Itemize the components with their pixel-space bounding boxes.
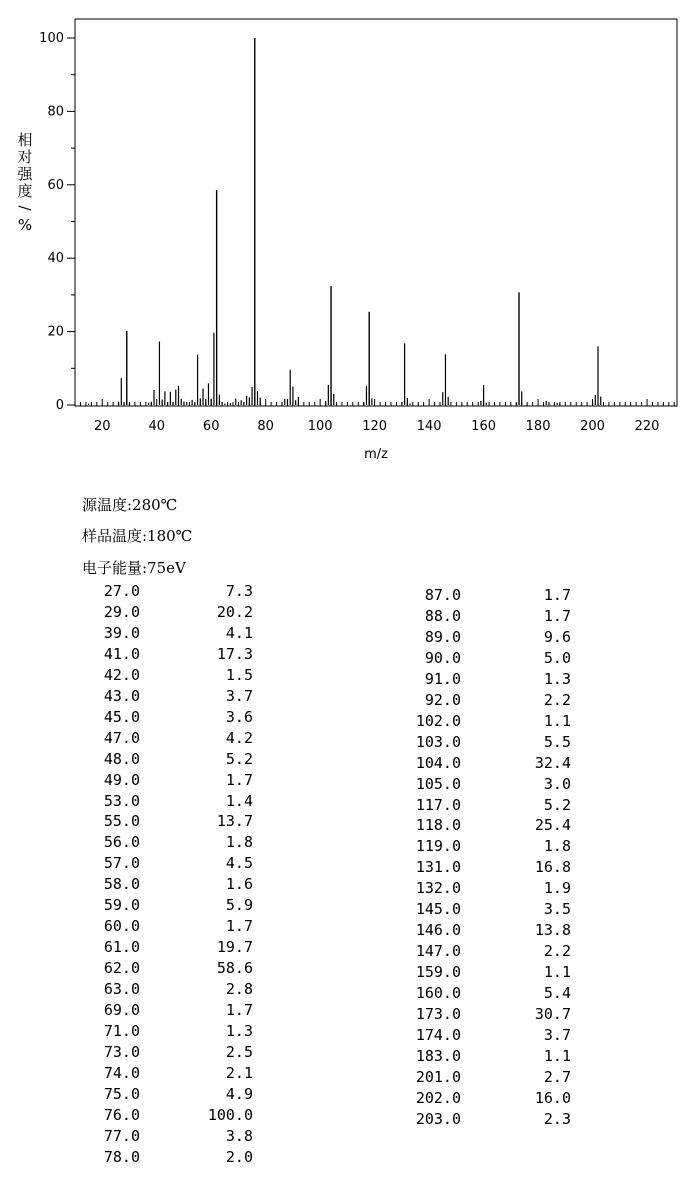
- mz-value: 59.0: [103, 896, 140, 915]
- relative-abundance: 3.6: [225, 707, 253, 726]
- x-tick-label: 220: [634, 419, 660, 434]
- x-tick-label: 100: [307, 419, 333, 434]
- peak-table-row: [0, 796, 600, 817]
- peak-table-row: [0, 586, 600, 607]
- peak-table-row: [0, 921, 600, 942]
- mz-value: 104.0: [415, 753, 461, 772]
- x-tick-label: 20: [93, 419, 111, 434]
- mz-value: 41.0: [103, 644, 140, 663]
- mz-value: 63.0: [103, 980, 140, 999]
- peak-table-row: [0, 1047, 600, 1068]
- relative-abundance: 4.1: [225, 623, 253, 642]
- x-tick-label: 60: [202, 419, 220, 434]
- peak-table-row: [0, 754, 600, 775]
- relative-abundance: 5.5: [543, 732, 571, 751]
- peak-table-row: [0, 1005, 600, 1026]
- mz-value: 57.0: [103, 854, 140, 873]
- y-tick-label: 100: [39, 31, 64, 46]
- peak-table-row: [0, 649, 600, 670]
- peak-table-row: [0, 984, 600, 1005]
- mz-value: 173.0: [415, 1005, 461, 1024]
- x-tick-label: 40: [148, 419, 165, 434]
- mz-value: 75.0: [103, 1084, 140, 1103]
- peak-bars: [89, 38, 604, 405]
- y-tick-label: 80: [47, 104, 64, 120]
- relative-abundance: 2.8: [225, 980, 253, 999]
- mz-value: 56.0: [103, 833, 140, 852]
- relative-abundance: 7.3: [225, 582, 253, 600]
- relative-abundance: 1.1: [543, 711, 571, 730]
- relative-abundance: 1.7: [225, 1001, 253, 1020]
- source-temperature: 源温度:280℃: [82, 496, 178, 514]
- mz-value: 89.0: [424, 627, 461, 646]
- y-axis-label-char: 度: [17, 182, 33, 200]
- mz-value: 48.0: [103, 749, 140, 768]
- mz-value: 73.0: [103, 1042, 140, 1061]
- relative-abundance: 5.9: [225, 896, 253, 915]
- peak-table-row: [0, 1110, 600, 1131]
- peak-table-row: [0, 1026, 600, 1047]
- mz-value: 88.0: [424, 606, 461, 625]
- relative-abundance: 1.9: [543, 879, 571, 898]
- mz-value: 201.0: [415, 1067, 461, 1086]
- relative-abundance: 16.0: [534, 1088, 571, 1107]
- mz-value: 183.0: [415, 1046, 461, 1065]
- relative-abundance: 32.4: [534, 753, 571, 772]
- peak-table-right: [0, 586, 600, 1131]
- relative-abundance: 1.7: [225, 917, 253, 936]
- mz-value: 45.0: [103, 707, 140, 726]
- relative-abundance: 58.6: [216, 959, 253, 978]
- mz-value: 146.0: [415, 921, 461, 940]
- mz-value: 53.0: [103, 791, 140, 810]
- x-tick-label: 140: [416, 419, 442, 434]
- mass-spectrum-chart: [0, 0, 687, 470]
- peak-table-row: [0, 607, 600, 628]
- peak-table-row: [0, 1089, 600, 1110]
- mz-value: 27.0: [103, 582, 140, 600]
- peak-table-row: [0, 691, 600, 712]
- relative-abundance: 1.3: [543, 669, 571, 688]
- y-tick-label: 0: [55, 398, 64, 413]
- mz-value: 62.0: [103, 959, 140, 978]
- peak-table-row: [0, 670, 600, 691]
- y-axis-label-char: %: [17, 216, 33, 234]
- mz-value: 92.0: [424, 690, 461, 709]
- mz-value: 119.0: [415, 837, 461, 856]
- x-tick-label: 80: [257, 419, 274, 434]
- y-axis-label-char: /: [16, 205, 34, 211]
- x-tick-label: 200: [580, 419, 605, 434]
- relative-abundance: 1.7: [543, 606, 571, 625]
- peak-table-row: [0, 858, 600, 879]
- mz-value: 69.0: [103, 1001, 140, 1020]
- mz-value: 74.0: [103, 1063, 140, 1082]
- relative-abundance: 5.2: [543, 795, 571, 814]
- relative-abundance: 1.7: [543, 586, 571, 604]
- y-tick-label: 60: [47, 177, 64, 193]
- relative-abundance: 1.1: [543, 1046, 571, 1065]
- mz-value: 47.0: [103, 728, 140, 747]
- mz-value: 61.0: [103, 938, 140, 957]
- mz-value: 160.0: [415, 984, 461, 1003]
- relative-abundance: 19.7: [216, 938, 253, 957]
- peak-table-row: [0, 712, 600, 733]
- mz-value: 71.0: [103, 1022, 140, 1041]
- peak-table-row: [0, 775, 600, 796]
- mz-value: 147.0: [415, 942, 461, 961]
- sample-temperature: 样品温度:180℃: [82, 527, 193, 545]
- relative-abundance: 9.6: [543, 627, 571, 646]
- mz-value: 29.0: [103, 602, 140, 621]
- mz-value: 55.0: [103, 812, 140, 831]
- mz-value: 43.0: [103, 686, 140, 705]
- y-axis-label: [16, 131, 34, 234]
- mz-value: 42.0: [103, 665, 140, 684]
- mz-value: 118.0: [415, 816, 461, 835]
- peak-table-row: [0, 1068, 600, 1089]
- relative-abundance: 5.4: [543, 984, 571, 1003]
- mz-value: 174.0: [415, 1026, 461, 1045]
- relative-abundance: 25.4: [534, 816, 571, 835]
- x-tick-label: 120: [362, 419, 388, 434]
- mz-value: 78.0: [103, 1147, 140, 1166]
- y-axis-label-char: 相: [17, 131, 33, 149]
- y-tick-label: 40: [47, 251, 64, 267]
- y-axis-label-char: 对: [17, 148, 33, 166]
- mz-value: 91.0: [424, 669, 461, 688]
- relative-abundance: 1.6: [225, 875, 253, 894]
- relative-abundance: 2.7: [543, 1067, 571, 1086]
- relative-abundance: 5.0: [543, 648, 571, 667]
- mz-value: 90.0: [424, 648, 461, 667]
- relative-abundance: 30.7: [534, 1005, 571, 1024]
- relative-abundance: 3.5: [543, 900, 571, 919]
- peak-table-row: [0, 1148, 300, 1169]
- peak-table-row: [0, 900, 600, 921]
- relative-abundance: 3.0: [543, 774, 571, 793]
- relative-abundance: 2.2: [543, 942, 571, 961]
- mz-value: 102.0: [415, 711, 461, 730]
- peak-table-row: [0, 733, 600, 754]
- y-axis-label-char: 强: [17, 165, 33, 183]
- mz-value: 159.0: [415, 963, 461, 982]
- mz-value: 132.0: [415, 879, 461, 898]
- relative-abundance: 4.2: [225, 728, 253, 747]
- relative-abundance: 1.7: [225, 770, 253, 789]
- relative-abundance: 1.1: [543, 963, 571, 982]
- mz-value: 105.0: [415, 774, 461, 793]
- mz-value: 202.0: [415, 1088, 461, 1107]
- mz-value: 58.0: [103, 875, 140, 894]
- relative-abundance: 13.8: [534, 921, 571, 940]
- relative-abundance: 20.2: [216, 602, 253, 621]
- relative-abundance: 2.5: [225, 1042, 253, 1061]
- y-tick-label: 20: [47, 324, 64, 340]
- relative-abundance: 1.5: [225, 665, 253, 684]
- relative-abundance: 5.2: [225, 749, 253, 768]
- mz-value: 103.0: [415, 732, 461, 751]
- mz-value: 87.0: [424, 586, 461, 604]
- relative-abundance: 3.7: [225, 686, 253, 705]
- relative-abundance: 4.9: [225, 1084, 253, 1103]
- relative-abundance: 100.0: [207, 1105, 253, 1124]
- relative-abundance: 2.0: [225, 1147, 253, 1166]
- mz-value: 117.0: [415, 795, 461, 814]
- relative-abundance: 1.4: [225, 791, 253, 810]
- relative-abundance: 2.1: [225, 1063, 253, 1082]
- x-tick-label: 160: [471, 419, 497, 434]
- mz-value: 145.0: [415, 900, 461, 919]
- peak-table-row: [0, 628, 600, 649]
- relative-abundance: 3.7: [543, 1026, 571, 1045]
- peak-table-row: [0, 942, 600, 963]
- relative-abundance: 4.5: [225, 854, 253, 873]
- peak-table-row: [0, 963, 600, 984]
- mz-value: 60.0: [103, 917, 140, 936]
- relative-abundance: 16.8: [534, 858, 571, 877]
- x-tick-label: 180: [525, 419, 551, 434]
- relative-abundance: 3.8: [225, 1126, 253, 1145]
- peak-table-row: [0, 837, 600, 858]
- mz-value: 203.0: [415, 1109, 461, 1128]
- plot-frame: [75, 19, 677, 406]
- y-axis: [39, 31, 75, 413]
- relative-abundance: 2.2: [543, 690, 571, 709]
- relative-abundance: 13.7: [216, 812, 253, 831]
- mz-value: 39.0: [103, 623, 140, 642]
- mz-value: 77.0: [103, 1126, 140, 1145]
- mz-value: 76.0: [103, 1105, 140, 1124]
- mz-value: 131.0: [415, 858, 461, 877]
- peak-table-row: [0, 816, 600, 837]
- relative-abundance: 1.8: [543, 837, 571, 856]
- relative-abundance: 1.8: [225, 833, 253, 852]
- peak-table-row: [0, 879, 600, 900]
- relative-abundance: 1.3: [225, 1022, 253, 1041]
- electron-energy: 电子能量:75eV: [82, 559, 186, 577]
- relative-abundance: 17.3: [216, 644, 253, 663]
- relative-abundance: 2.3: [543, 1109, 571, 1128]
- x-axis-label: m/z: [364, 447, 388, 462]
- mz-value: 49.0: [103, 770, 140, 789]
